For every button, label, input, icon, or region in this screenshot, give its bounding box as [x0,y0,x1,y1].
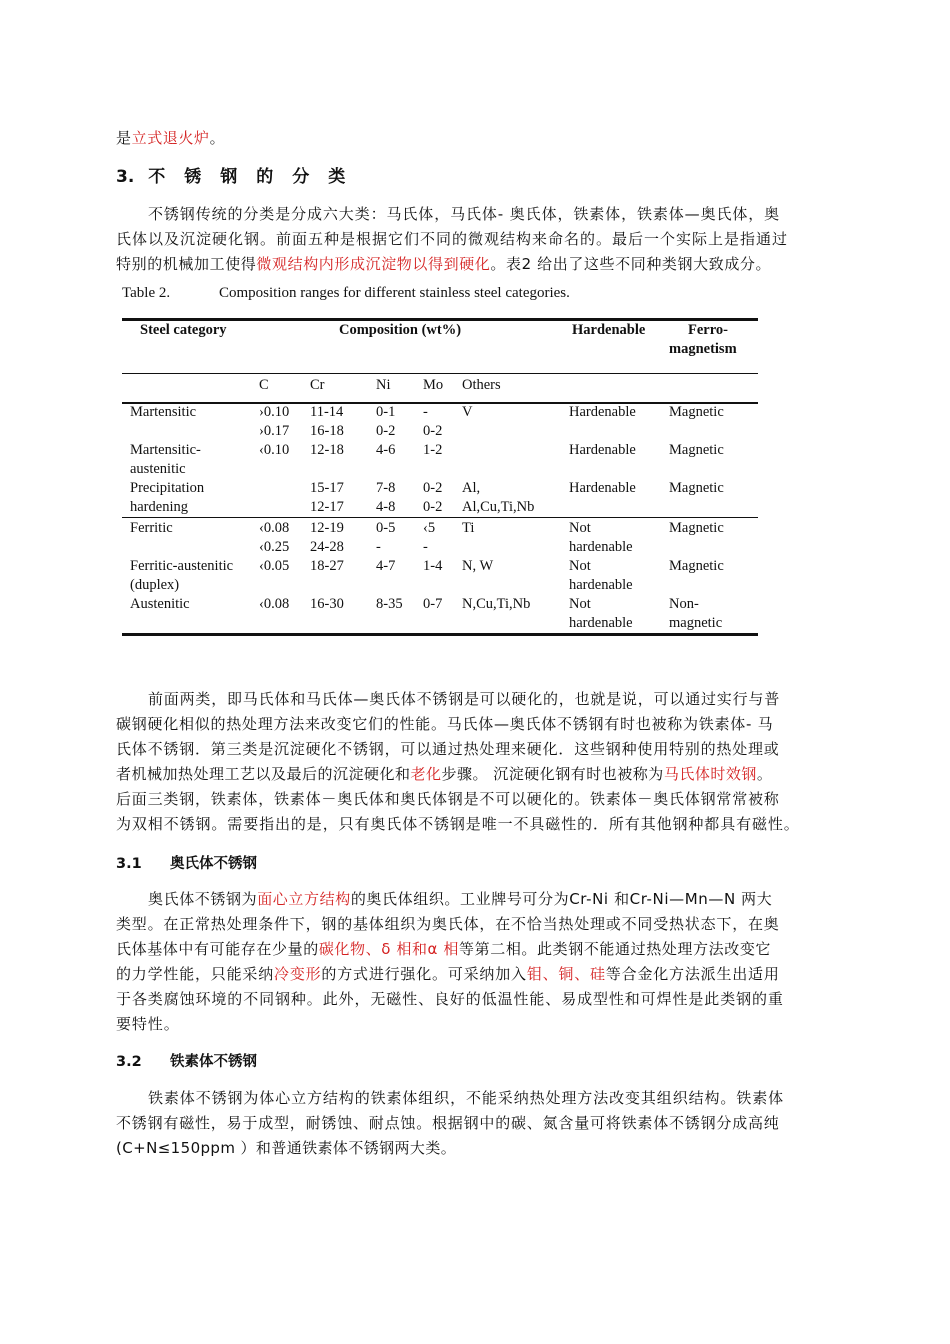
header-steel-category: Steel category [140,322,227,338]
table-cell: (duplex) [130,577,180,593]
table-cell: magnetic [669,615,723,631]
para4-line: 不锈钢有磁性，易于成型，耐锈蚀、耐点蚀。根据钢中的碳、氮含量可将铁素体不锈钢分成高纯 [116,1114,780,1132]
table-cell: 4-6 [376,442,396,458]
table-cell: 0-2 [423,423,443,439]
section-title-char: 锈 [184,167,204,187]
table-subheader-rule [122,402,758,404]
para2-text: 者机械加热处理工艺以及最后的沉淀硬化和 [116,765,411,783]
table-cell: ›0.10 [259,404,290,420]
header-composition: Composition (wt%) [339,322,462,338]
section-heading [116,162,364,187]
table-cell: N, W [462,558,494,574]
para1-link-precipitation[interactable]: 微观结构内形成沉淀物以得到硬化 [256,255,491,273]
table-cell: 11-14 [310,404,344,420]
para3-text: 氏体基体中有可能存在少量的 [116,940,319,958]
para3-text: 的力学性能，只能采纳 [116,965,275,983]
table-cell: ›0.17 [259,423,290,439]
table-top-rule [122,318,758,321]
table-cell: 0-2 [423,499,443,515]
table-cell: ‹0.10 [259,442,290,458]
subsection-number: 3.2 [116,1054,142,1070]
table-cell: Non- [669,596,699,612]
table-cell: 0-2 [423,480,443,496]
table-caption [122,285,570,302]
table-cell: Magnetic [669,558,724,574]
para2-line: 后面三类钢，铁素体，铁素体－奥氏体和奥氏体钢是不可以硬化的。铁素体－奥氏体钢常常被称 [116,790,780,808]
table-cell: 12-17 [310,499,344,515]
para2-line: 碳钢硬化相似的热处理方法来改变它们的性能。马氏体—奥氏体不锈钢有时也被称为铁素体- 马 [116,715,774,733]
para3-line [116,938,771,959]
table-cell: Magnetic [669,480,724,496]
intro-line [116,127,225,148]
subsection-heading-3-1 [116,852,257,873]
table-cell: hardenable [569,539,633,555]
para3-text: 的奥氏体组织。工业牌号可分为Cr-Ni 和Cr-Ni—Mn—N 两大 [350,890,773,908]
subsection-title: 铁素体不锈钢 [170,1054,257,1070]
table-cell: 1-4 [423,558,443,574]
table-cell: ‹0.25 [259,539,290,555]
table-cell: Hardenable [569,442,636,458]
table-cell: Al, [462,480,481,496]
table-cell: 1-2 [423,442,443,458]
table-cell: 0-2 [376,423,396,439]
para1-text: 特别的机械加工使得 [116,255,257,273]
subsection-heading-3-2 [116,1050,257,1071]
table-cell: hardening [130,499,188,515]
para3-line: 类型。在正常热处理条件下，钢的基体组织为奥氏体，在不恰当热处理或不同受热状态下，在奥 [116,915,780,933]
header-ferro-line1: Ferro- [688,322,728,338]
subsection-number: 3.1 [116,856,142,872]
table-cell: hardenable [569,615,633,631]
subheader-others: Others [462,377,501,393]
header-hardenable: Hardenable [572,322,646,338]
table-cell: Magnetic [669,442,724,458]
para3-link-fcc[interactable]: 面心立方结构 [257,890,351,908]
table-cell: 18-27 [310,558,344,574]
para2-line: 为双相不锈钢。需要指出的是，只有奥氏体不锈钢是唯一不具磁性的．所有其他钢种都具有磁性。 [116,815,800,833]
table-cell: Martensitic [130,404,197,420]
table-cell: 4-8 [376,499,396,515]
table-cell: - [376,539,381,555]
table-cell: Hardenable [569,404,636,420]
para3-line: 于各类腐蚀环境的不同钢种。此外，无磁性、良好的低温性能、易成型性和可焊性是此类钢的重 [116,990,784,1008]
para3-line: 要特性。 [116,1015,180,1033]
intro-link-annealing-furnace[interactable]: 立式退火炉 [131,129,210,147]
table-cell: Not [569,558,591,574]
table-cell: Ti [462,520,475,536]
table-divider-rule [122,517,758,518]
para2-link-maraging[interactable]: 马氏体时效钢 [663,765,757,783]
table-cell: Precipitation [130,480,205,496]
para3-text: 等合金化方法派生出适用 [605,965,780,983]
subheader-ni: Ni [376,377,391,393]
table-cell: ‹5 [423,520,436,536]
table-cell: 7-8 [376,480,396,496]
section-title-char: 类 [328,167,348,187]
table-cell: Ferritic [130,520,173,536]
para2-line: 氏体不锈钢．第三类是沉淀硬化不锈钢，可以通过热处理来硬化．这些钢种使用特别的热处理或 [116,740,780,758]
intro-suffix: 。 [209,129,226,147]
para3-text: 奥氏体不锈钢为 [148,890,258,908]
table-cell: 4-7 [376,558,396,574]
table-cell: Ferritic-austenitic [130,558,234,574]
intro-prefix: 是 [116,129,132,147]
para1-line [116,253,771,274]
para1-line: 不锈钢传统的分类是分成六大类：马氏体，马氏体- 奥氏体，铁素体，铁素体—奥氏体，奥 [148,205,781,223]
table-caption-label: Table 2. [122,285,171,301]
table-cell: ‹0.08 [259,520,290,536]
para2-line [116,763,772,784]
table-cell: N,Cu,Ti,Nb [462,596,531,612]
para3-link-phases[interactable]: 碳化物、δ 相和α 相 [318,940,460,958]
composition-table [122,318,758,636]
section-title-char: 不 [148,167,168,187]
para1-text: 。表2 给出了这些不同种类钢大致成分。 [490,255,772,273]
para4-line: (C+N≤150ppm ）和普通铁素体不锈钢两大类。 [116,1139,457,1157]
table-cell: Magnetic [669,520,724,536]
section-title-char: 钢 [220,167,240,187]
table-cell: 12-18 [310,442,344,458]
table-caption-text: Composition ranges for different stainless steel categories. [219,285,570,301]
para3-line [148,888,772,909]
subheader-cr: Cr [310,377,325,393]
table-cell: Magnetic [669,404,724,420]
header-ferro-line2: magnetism [669,341,737,357]
table-cell: 15-17 [310,480,344,496]
subheader-mo: Mo [423,377,444,393]
table-cell: Al,Cu,Ti,Nb [462,499,535,515]
table-cell: 0-5 [376,520,396,536]
table-cell: - [423,539,428,555]
para3-link-alloying[interactable]: 钼、铜、硅 [526,965,606,983]
para2-line: 前面两类，即马氏体和马氏体—奥氏体不锈钢是可以硬化的，也就是说，可以通过实行与普 [148,690,781,708]
table-header-rule [122,373,758,374]
table-cell: Hardenable [569,480,636,496]
table-cell: Not [569,520,591,536]
table-cell: ‹0.05 [259,558,290,574]
table-cell: 24-28 [310,539,344,555]
table-cell: V [462,404,473,420]
para3-line [116,963,780,984]
table-cell: 0-7 [423,596,443,612]
table-cell: ‹0.08 [259,596,290,612]
para2-link-aging[interactable]: 老化 [410,765,442,783]
table-cell: 0-1 [376,404,396,420]
table-cell: hardenable [569,577,633,593]
table-cell: Austenitic [130,596,190,612]
table-cell: 12-19 [310,520,344,536]
table-cell: Martensitic- [130,442,201,458]
table-cell: Not [569,596,591,612]
para3-link-cold-work[interactable]: 冷变形 [274,965,322,983]
subheader-c: C [259,377,269,393]
para4-line: 铁素体不锈钢为体心立方结构的铁素体组织，不能采纳热处理方法改变其组织结构。铁素体 [148,1089,785,1107]
section-title-char: 分 [292,167,312,187]
subsection-title: 奥氏体不锈钢 [170,856,257,872]
table-cell: 16-30 [310,596,344,612]
para3-text: 等第二相。此类钢不能通过热处理方法改变它 [459,940,772,958]
section-title-char: 的 [256,167,276,187]
table-cell: 8-35 [376,596,403,612]
para2-text: 步骤。 沉淀硬化钢有时也被称为 [441,765,664,783]
table-cell: austenitic [130,461,186,477]
table-bottom-rule [122,633,758,636]
para3-text: 的方式进行强化。可采纳加入 [321,965,527,983]
table-cell: - [423,404,428,420]
table-cell: 16-18 [310,423,344,439]
para1-line: 氏体以及沉淀硬化钢。前面五种是根据它们不同的微观结构来命名的。最后一个实际上是指通过 [116,230,789,248]
section-number: 3. [116,167,135,187]
para2-text: 。 [756,765,773,783]
